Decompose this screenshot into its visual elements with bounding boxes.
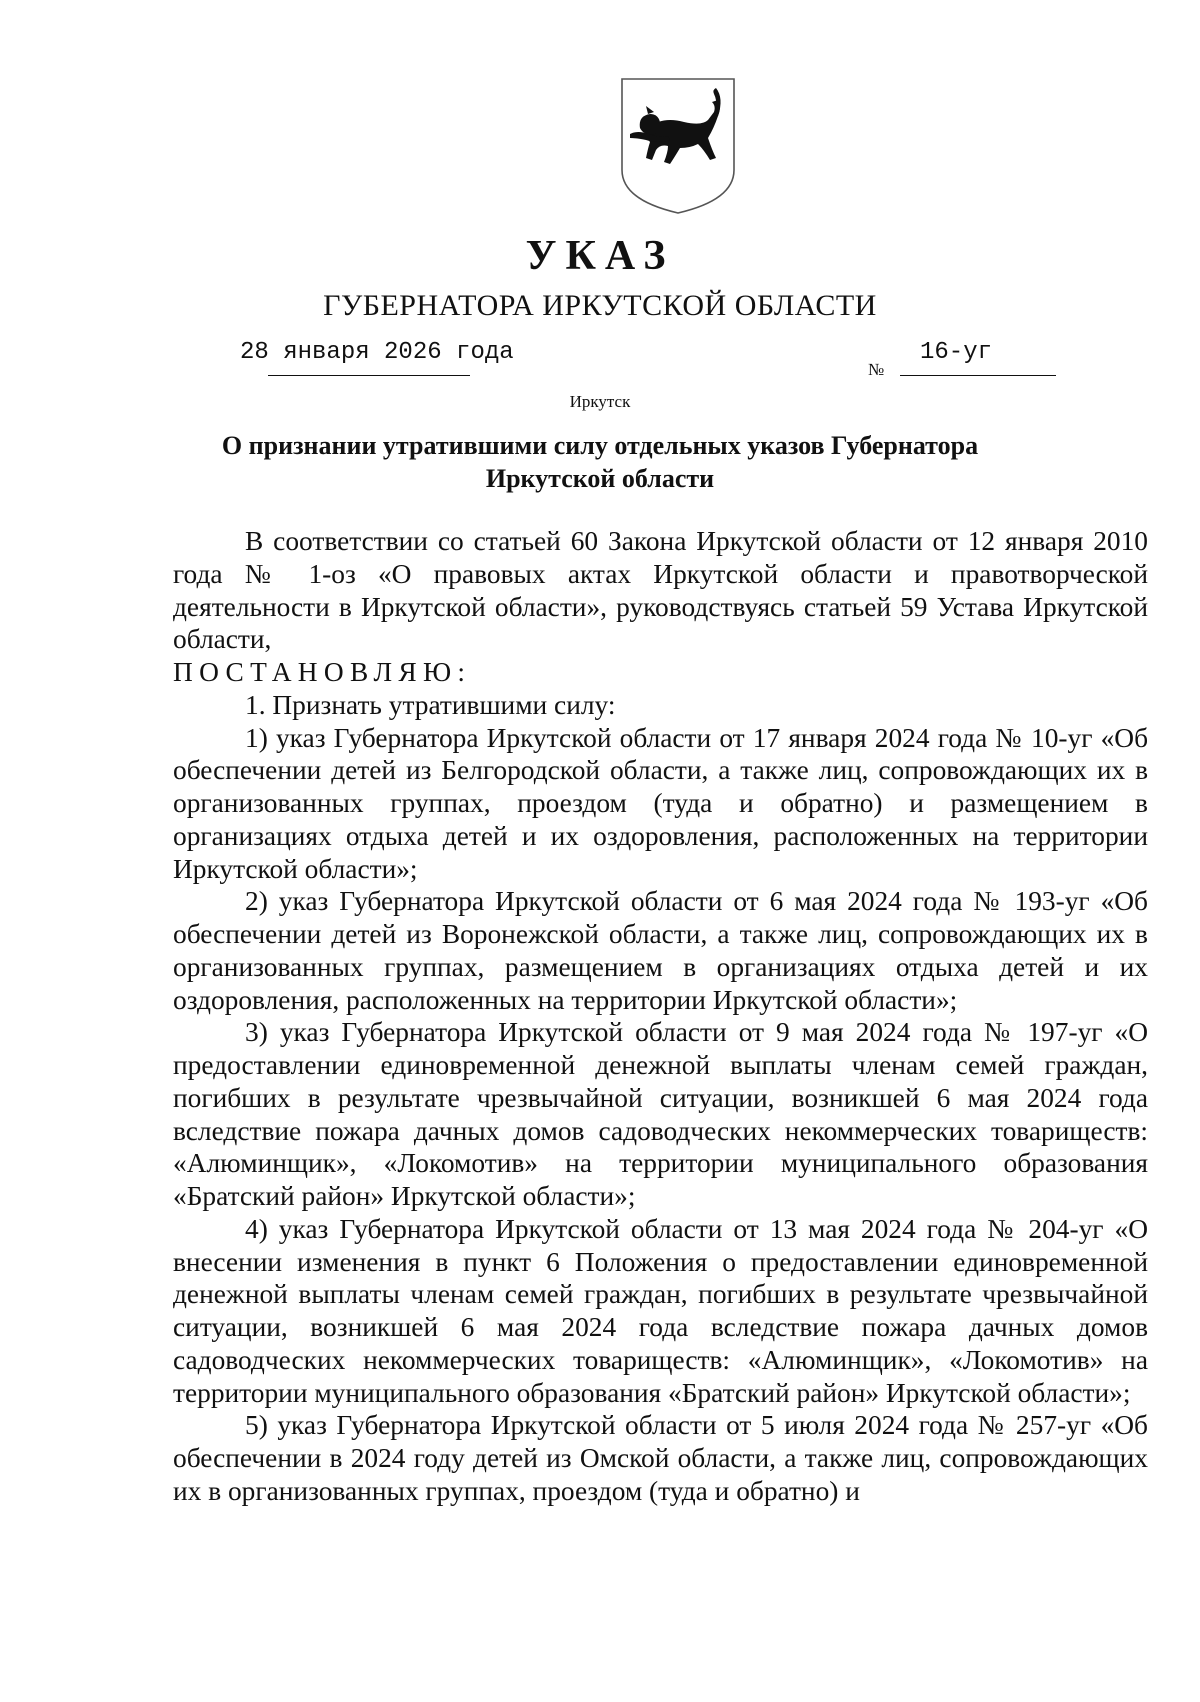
- document-date: 28 января 2026 года: [240, 339, 514, 366]
- list-item: 2) указ Губернатора Иркутской области от 6 мая 2024 года № 193-уг «Об обеспечении детей из Воронежской области, а также лиц, сопровождающих их в организованных группах, размещением в организациях отдыха детей и их оздоровления, расположенных на территории Иркутской области»;: [173, 886, 1148, 1015]
- document-subtitle: ГУБЕРНАТОРА ИРКУТСКОЙ ОБЛАСТИ: [323, 289, 877, 322]
- number-underline: [900, 375, 1056, 376]
- document-title: УКАЗ: [525, 233, 675, 279]
- decree-word: ПОСТАНОВЛЯЮ:: [173, 657, 472, 687]
- document-city: Иркутск: [569, 392, 631, 411]
- clause-1: 1. Признать утратившими силу:: [245, 689, 616, 720]
- document-number: 16-уг: [920, 339, 993, 366]
- list-item: 4) указ Губернатора Иркутской области от 13 мая 2024 года № 204-уг «О внесении изменения в пункт 6 Положения о предоставлении единовременной денежной выплаты членам семей граждан, погибших в результате чрезвычайной ситуации, возникшей 6 мая 2024 года вследствие пожара дачных домов садоводческих некоммерческих товариществ: «Алюминщик», «Локомотив» на территории муниципального образования «Братский район» Иркутской области»;: [173, 1213, 1148, 1408]
- irkutsk-coat-of-arms-icon: [618, 76, 738, 216]
- document-body: [173, 525, 1148, 1508]
- number-sign: №: [868, 360, 885, 379]
- document-heading: О признании утратившими силу отдельных указов Губернатора Иркутской области: [221, 431, 979, 493]
- list-item: 5) указ Губернатора Иркутской области от 5 июля 2024 года № 257-уг «Об обеспечении в 2024 году детей из Омской области, а также лиц, сопровождающих их в организованных группах, проездом (туда и обратно) и: [173, 1410, 1148, 1506]
- list-item: 3) указ Губернатора Иркутской области от 9 мая 2024 года № 197-уг «О предоставлении единовременной денежной выплаты членам семей граждан, погибших в результате чрезвычайной ситуации, возникшей 6 мая 2024 года вследствие пожара дачных домов садоводческих некоммерческих товариществ: «Алюминщик», «Локомотив» на территории муниципального образования «Братский район» Иркутской области»;: [173, 1017, 1148, 1211]
- list-item: 1) указ Губернатора Иркутской области от 17 января 2024 года № 10-уг «Об обеспечении детей из Белгородской области, а также лиц, сопровождающих их в организованных группах, проездом (туда и обратно) и размещением в организациях отдыха детей и их оздоровления, расположенных на территории Иркутской области»;: [173, 722, 1148, 884]
- preamble-paragraph: В соответствии со статьей 60 Закона Иркутской области от 12 января 2010 года № 1-оз «О правовых актах Иркутской области и правотворческой деятельности в Иркутской области», руководствуясь статьей 59 Устава Иркутской области,: [173, 526, 1148, 655]
- date-underline: [268, 375, 470, 376]
